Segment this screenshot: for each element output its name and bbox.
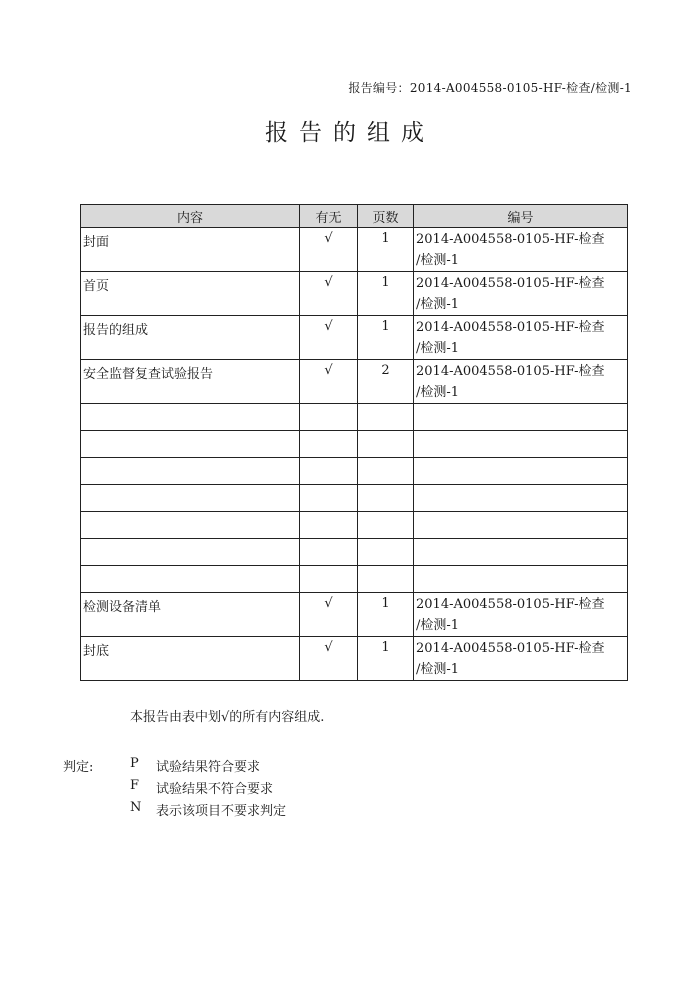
row-code: 2014-A004558-0105-HF-检查 /检测-1 bbox=[414, 316, 628, 360]
table-row bbox=[81, 272, 628, 316]
table-row bbox=[81, 360, 628, 404]
table-row-empty bbox=[81, 512, 628, 539]
legend-item bbox=[130, 756, 286, 778]
legend-code: N bbox=[130, 800, 142, 815]
row-pages: 1 bbox=[358, 637, 414, 681]
header-pages: 页数 bbox=[358, 205, 414, 228]
legend-code: P bbox=[130, 756, 139, 771]
row-present: √ bbox=[300, 228, 358, 272]
contents-table bbox=[80, 204, 628, 681]
row-pages: 2 bbox=[358, 360, 414, 404]
row-name: 安全监督复查试验报告 bbox=[81, 360, 300, 404]
table-row bbox=[81, 316, 628, 360]
table-row bbox=[81, 637, 628, 681]
legend-text: 表示该项目不要求判定 bbox=[156, 804, 287, 819]
table-header-row bbox=[81, 205, 628, 228]
row-present: √ bbox=[300, 593, 358, 637]
row-code: 2014-A004558-0105-HF-检查 /检测-1 bbox=[414, 272, 628, 316]
row-name: 封底 bbox=[81, 637, 300, 681]
row-present: √ bbox=[300, 637, 358, 681]
composition-note: 本报告由表中划√的所有内容组成. bbox=[130, 710, 325, 725]
row-present: √ bbox=[300, 360, 358, 404]
legend-code: F bbox=[130, 778, 140, 793]
table-row-empty bbox=[81, 431, 628, 458]
header-content: 内容 bbox=[81, 205, 300, 228]
row-pages: 1 bbox=[358, 272, 414, 316]
header-code: 编号 bbox=[414, 205, 628, 228]
table-row-empty bbox=[81, 566, 628, 593]
row-code: 2014-A004558-0105-HF-检查 /检测-1 bbox=[414, 228, 628, 272]
row-name: 封面 bbox=[81, 228, 300, 272]
row-code: 2014-A004558-0105-HF-检查 /检测-1 bbox=[414, 593, 628, 637]
table-row-empty bbox=[81, 458, 628, 485]
judgement-legend bbox=[130, 756, 286, 822]
judgement-label: 判定: bbox=[63, 760, 94, 775]
row-code: 2014-A004558-0105-HF-检查 /检测-1 bbox=[414, 637, 628, 681]
row-name: 检测设备清单 bbox=[81, 593, 300, 637]
table-row-empty bbox=[81, 485, 628, 512]
row-pages: 1 bbox=[358, 316, 414, 360]
row-name: 首页 bbox=[81, 272, 300, 316]
table-row bbox=[81, 593, 628, 637]
table-row-empty bbox=[81, 539, 628, 566]
legend-item bbox=[130, 778, 286, 800]
row-present: √ bbox=[300, 316, 358, 360]
legend-item bbox=[130, 800, 286, 822]
row-present: √ bbox=[300, 272, 358, 316]
row-pages: 1 bbox=[358, 228, 414, 272]
row-code: 2014-A004558-0105-HF-检查 /检测-1 bbox=[414, 360, 628, 404]
header-present: 有无 bbox=[300, 205, 358, 228]
legend-text: 试验结果符合要求 bbox=[156, 760, 261, 775]
row-pages: 1 bbox=[358, 593, 414, 637]
table-row-empty bbox=[81, 404, 628, 431]
row-name: 报告的组成 bbox=[81, 316, 300, 360]
table-row bbox=[81, 228, 628, 272]
page-title: 报告的组成 bbox=[265, 120, 435, 146]
report-number: 报告编号：2014-A004558-0105-HF-检查/检测-1 bbox=[348, 81, 632, 95]
legend-text: 试验结果不符合要求 bbox=[156, 782, 274, 797]
